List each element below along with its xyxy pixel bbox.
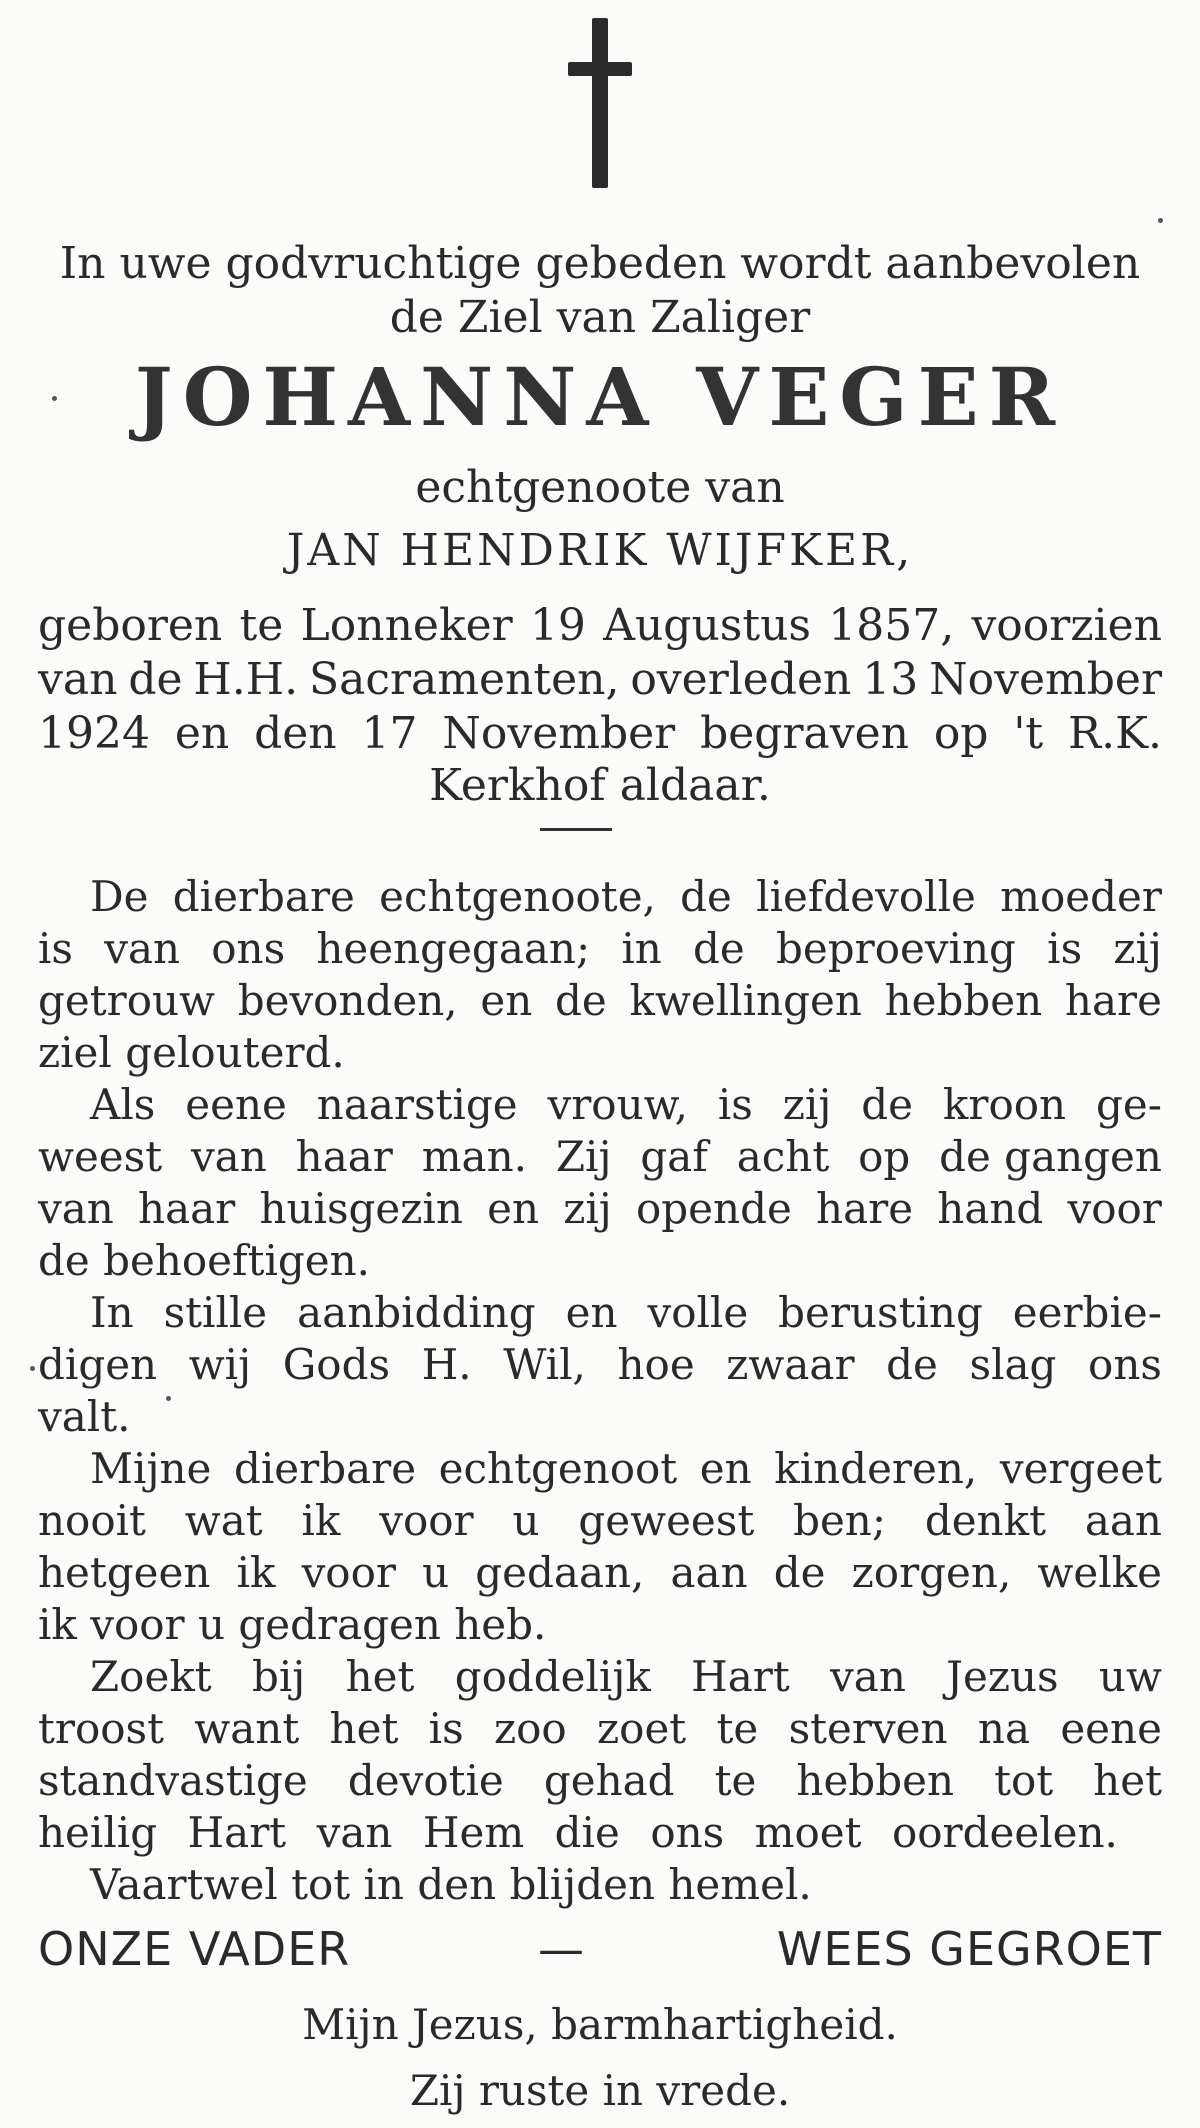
word: de xyxy=(773,1548,826,1597)
word: begraven xyxy=(700,708,909,759)
word: Mijne xyxy=(90,1444,212,1493)
bio-line-1 xyxy=(38,600,1162,651)
bio-line-2 xyxy=(38,654,1162,705)
word: zij xyxy=(782,1080,832,1129)
word: Wil, xyxy=(503,1340,586,1389)
prayer-dash: — xyxy=(538,1922,585,1976)
word: want xyxy=(194,1704,300,1753)
word: ik xyxy=(301,1496,341,1545)
word: weest xyxy=(38,1132,163,1181)
word: hare xyxy=(1064,976,1162,1025)
word: geboren xyxy=(38,600,223,651)
p2-line-4: de behoeftigen. xyxy=(38,1236,371,1285)
word: te xyxy=(239,600,284,651)
word: November xyxy=(442,708,676,759)
p5-line-2 xyxy=(38,1704,1162,1753)
p5-line-1 xyxy=(90,1652,1162,1701)
word: het xyxy=(345,1652,415,1701)
word: van xyxy=(104,924,181,973)
word: het xyxy=(329,1704,399,1753)
intro-line-2: de Ziel van Zaliger xyxy=(389,292,811,343)
word: hoe xyxy=(617,1340,695,1389)
word: hebben xyxy=(884,976,1043,1025)
word: kinderen, xyxy=(774,1444,978,1493)
word: dierbare xyxy=(233,1444,417,1493)
word: getrouw xyxy=(38,976,215,1025)
word: Hart xyxy=(187,1808,287,1857)
word: slag xyxy=(969,1340,1057,1389)
word: haar xyxy=(138,1184,236,1233)
word: huisgezin xyxy=(259,1184,463,1233)
word: gaf xyxy=(640,1132,708,1181)
word: u xyxy=(422,1548,450,1597)
word: 19 xyxy=(529,600,586,651)
word: denkt xyxy=(924,1496,1046,1545)
word: hetgeen xyxy=(38,1548,211,1597)
word: H.H. xyxy=(193,654,299,705)
word: haar xyxy=(295,1132,393,1181)
word: gehad xyxy=(543,1756,675,1805)
word: digen xyxy=(38,1340,158,1389)
word: acht xyxy=(736,1132,830,1181)
word: 1924 xyxy=(38,708,150,759)
print-speck xyxy=(52,396,57,401)
word: 't xyxy=(1013,708,1044,759)
word: van xyxy=(316,1808,393,1857)
word: ge- xyxy=(1095,1080,1162,1129)
word: op xyxy=(858,1132,911,1181)
word: eerbie- xyxy=(1012,1288,1162,1337)
word: zij xyxy=(563,1184,612,1233)
word: volle xyxy=(647,1288,749,1337)
word: troost xyxy=(38,1704,164,1753)
latin-cross-icon xyxy=(568,18,632,188)
p1-line-4: ziel gelouterd. xyxy=(38,1028,345,1077)
word: wij xyxy=(188,1340,252,1389)
word: bevonden, xyxy=(237,976,458,1025)
word: man. xyxy=(421,1132,527,1181)
bio-line-4: Kerkhof aldaar. xyxy=(429,760,771,811)
p4-line-3 xyxy=(38,1548,1162,1597)
word: nooit xyxy=(38,1496,146,1545)
word: den xyxy=(254,708,337,759)
word: te xyxy=(716,1704,759,1753)
p4-line-4: ik voor u gedragen heb. xyxy=(38,1600,547,1649)
word: op xyxy=(933,708,989,759)
word: is xyxy=(428,1704,464,1753)
word: aan xyxy=(670,1548,748,1597)
word: is xyxy=(1047,924,1083,973)
word: liefdevolle xyxy=(756,872,976,921)
bio-line-3 xyxy=(38,708,1162,759)
p3-line-3: valt. xyxy=(38,1392,131,1441)
divider-rule xyxy=(540,828,612,831)
word: voorzien xyxy=(971,600,1162,651)
word: beproeving xyxy=(775,924,1016,973)
p4-line-2 xyxy=(38,1496,1162,1545)
word: die xyxy=(554,1808,620,1857)
word: zoet xyxy=(597,1704,687,1753)
word: ons xyxy=(650,1808,725,1857)
word: voor xyxy=(379,1496,474,1545)
word: goddelijk xyxy=(454,1652,651,1701)
word: Zij xyxy=(555,1132,612,1181)
word: de gangen xyxy=(939,1132,1162,1181)
word: kwellingen xyxy=(629,976,862,1025)
word: wat xyxy=(184,1496,263,1545)
closing-line-2: Zij ruste in vrede. xyxy=(409,2066,791,2115)
word: de xyxy=(861,1080,914,1129)
word: Hart xyxy=(691,1652,790,1701)
word: van xyxy=(190,1132,267,1181)
word: Sacramenten, xyxy=(309,654,620,705)
word: Zoekt xyxy=(90,1652,212,1701)
word: zwaar xyxy=(726,1340,855,1389)
prayer-wees-gegroet: WEES GEGROET xyxy=(776,1922,1162,1976)
word: ons xyxy=(211,924,286,973)
p2-line-3 xyxy=(38,1184,1162,1233)
word: het xyxy=(1093,1756,1162,1805)
closing-line-1: Mijn Jezus, barmhartigheid. xyxy=(302,2000,898,2049)
word: eene xyxy=(1060,1704,1162,1753)
p3-line-1 xyxy=(90,1288,1162,1337)
word: van xyxy=(830,1652,906,1701)
word: moet xyxy=(754,1808,862,1857)
p1-line-3 xyxy=(38,976,1162,1025)
print-speck xyxy=(30,1366,35,1371)
word: de xyxy=(680,872,732,921)
word: zoo xyxy=(494,1704,567,1753)
word: voor xyxy=(301,1548,396,1597)
word: is xyxy=(38,924,73,973)
word: Jezus xyxy=(946,1652,1059,1701)
word: H. xyxy=(421,1340,472,1389)
word: uw xyxy=(1098,1652,1162,1701)
print-speck xyxy=(1158,218,1163,223)
relation-label: echtgenoote van xyxy=(415,462,785,513)
word: ons xyxy=(1088,1340,1162,1389)
word: te xyxy=(714,1756,757,1805)
word: Gods xyxy=(282,1340,391,1389)
word: van xyxy=(38,654,118,705)
word: oordeelen. xyxy=(891,1808,1118,1857)
word: de xyxy=(693,924,745,973)
word: November xyxy=(929,654,1162,705)
word: gedaan, xyxy=(475,1548,645,1597)
word: kroon xyxy=(942,1080,1067,1129)
word: Augustus xyxy=(603,600,811,651)
word: ben; xyxy=(793,1496,887,1545)
word: stille xyxy=(163,1288,268,1337)
word: zij xyxy=(1113,924,1162,973)
word: en xyxy=(565,1288,618,1337)
word: heilig xyxy=(38,1808,158,1857)
p1-line-1 xyxy=(90,872,1162,921)
deceased-name: JOHANNA VEGER xyxy=(134,350,1066,444)
word: zorgen, xyxy=(851,1548,1012,1597)
word: R.K. xyxy=(1067,708,1162,759)
word: vergeet xyxy=(999,1444,1162,1493)
word: in xyxy=(621,924,662,973)
p4-line-1 xyxy=(90,1444,1162,1493)
word: bij xyxy=(251,1652,306,1701)
word: tot xyxy=(994,1756,1054,1805)
word: dierbare xyxy=(172,872,355,921)
word: hare xyxy=(816,1184,914,1233)
word: hand xyxy=(937,1184,1044,1233)
word: 1857, xyxy=(828,600,955,651)
word: van xyxy=(38,1184,114,1233)
spouse-name: JAN HENDRIK WIJFKER, xyxy=(286,525,914,576)
word: de xyxy=(886,1340,938,1389)
p3-line-2 xyxy=(38,1340,1162,1389)
word: en xyxy=(487,1184,539,1233)
word: en xyxy=(480,976,533,1025)
print-speck xyxy=(166,1396,171,1401)
p5-line-3 xyxy=(38,1756,1162,1805)
word: is xyxy=(717,1080,753,1129)
word: en xyxy=(174,708,230,759)
word: hebben xyxy=(796,1756,954,1805)
word: en xyxy=(699,1444,752,1493)
word: aan xyxy=(1084,1496,1162,1545)
word: aanbidding xyxy=(297,1288,536,1337)
word: standvastige xyxy=(38,1756,308,1805)
word: de xyxy=(555,976,607,1025)
word: eene xyxy=(185,1080,287,1129)
word: echtgenoot xyxy=(438,1444,678,1493)
word: berusting xyxy=(778,1288,983,1337)
p2-line-1 xyxy=(90,1080,1162,1129)
word: 13 xyxy=(862,654,919,705)
word: De xyxy=(90,872,149,921)
word: moeder xyxy=(1000,872,1162,921)
word: naarstige xyxy=(316,1080,518,1129)
word: sterven xyxy=(788,1704,948,1753)
word: Hem xyxy=(422,1808,525,1857)
word: u xyxy=(512,1496,540,1545)
word: Als xyxy=(90,1080,156,1129)
p6-line-1: Vaartwel tot in den blijden hemel. xyxy=(90,1860,812,1909)
word: vrouw, xyxy=(547,1080,688,1129)
word: heengegaan; xyxy=(316,924,591,973)
p5-line-4 xyxy=(38,1808,1118,1857)
word: geweest xyxy=(578,1496,755,1545)
word: na xyxy=(977,1704,1030,1753)
p2-line-2 xyxy=(38,1132,1162,1181)
word: de xyxy=(128,654,183,705)
word: overleden xyxy=(630,654,852,705)
p1-line-2 xyxy=(38,924,1162,973)
word: ik xyxy=(236,1548,276,1597)
word: 17 xyxy=(361,708,418,759)
word: devotie xyxy=(347,1756,504,1805)
intro-line-1: In uwe godvruchtige gebeden wordt aanbevolen xyxy=(59,238,1141,289)
word: In xyxy=(90,1288,134,1337)
word: voor xyxy=(1067,1184,1162,1233)
word: Lonneker xyxy=(300,600,513,651)
word: opende xyxy=(636,1184,792,1233)
prayer-onze-vader: ONZE VADER xyxy=(38,1922,351,1976)
word: welke xyxy=(1037,1548,1162,1597)
word: echtgenoote, xyxy=(379,872,656,921)
